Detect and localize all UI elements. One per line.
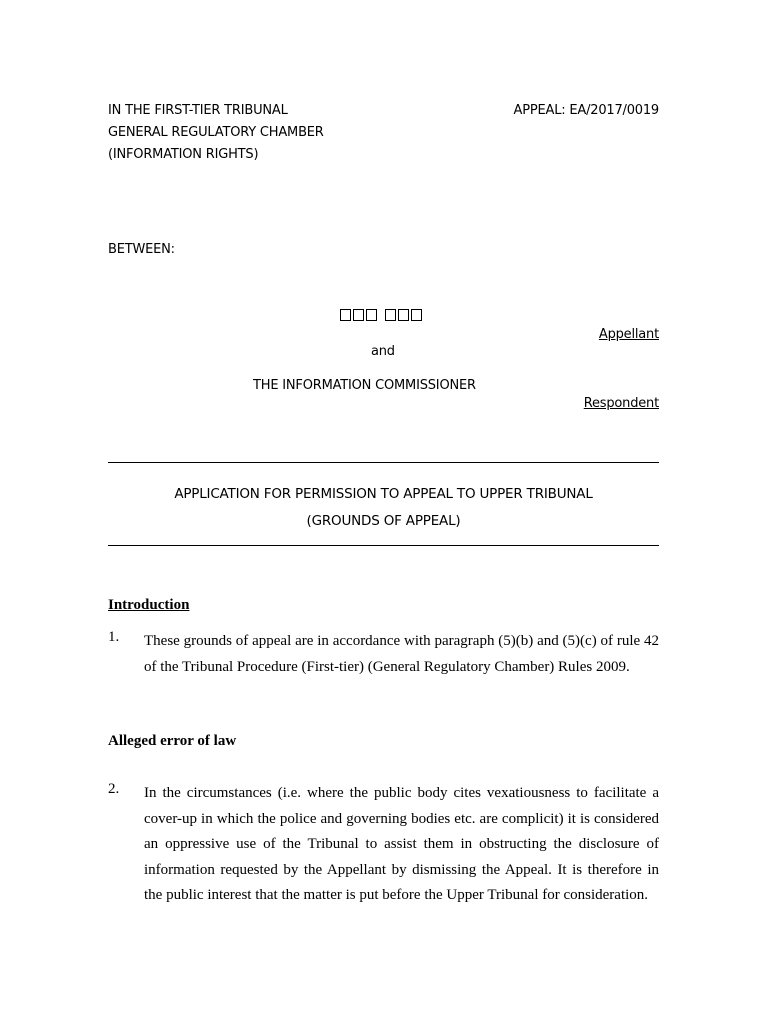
introduction-heading: Introduction [108,597,190,613]
title-line-2: (GROUNDS OF APPEAL) [306,513,461,529]
court-line-1: IN THE FIRST-TIER TRIBUNAL [108,103,288,118]
paragraph-1 [108,629,659,680]
respondent-name: THE INFORMATION COMMISSIONER [253,378,476,393]
title-line-1: APPLICATION FOR PERMISSION TO APPEAL TO UPPER TRIBUNAL [174,486,593,502]
respondent-role: Respondent [583,396,659,411]
court-line-3: (INFORMATION RIGHTS) [108,147,259,162]
appellant-role: Appellant [598,327,659,342]
appeal-reference: APPEAL: EA/2017/0019 [513,103,659,118]
title-bottom-rule [108,545,659,546]
title-top-rule [108,462,659,463]
error-of-law-heading: Alleged error of law [108,733,237,749]
and-label: and [371,344,395,359]
paragraph-2-text: In the circumstances (i.e. where the public body cites vexatiousness to facilitate a cover-up in which the police and governing bodies etc. are complicit) it is considered an oppressive use of the Tribunal to assist them in obstructing the disclosure of information requested by the Appellant by dismissing the Appeal. It is therefore in the public interest that the matter is put before the Upper Tribunal for consideration. [144,785,659,903]
between-label: BETWEEN: [108,242,175,257]
court-heading [108,100,324,166]
paragraph-2 [108,781,659,909]
paragraph-2-number: 2. [108,781,120,797]
paragraph-1-number: 1. [108,629,120,645]
paragraph-1-text: These grounds of appeal are in accordance with paragraph (5)(b) and (5)(c) of rule 42 of the Tribunal Procedure (First-tier) (General Regulatory Chamber) Rules 2009. [144,633,659,675]
court-line-2: GENERAL REGULATORY CHAMBER [108,125,324,140]
appellant-name [340,309,424,324]
